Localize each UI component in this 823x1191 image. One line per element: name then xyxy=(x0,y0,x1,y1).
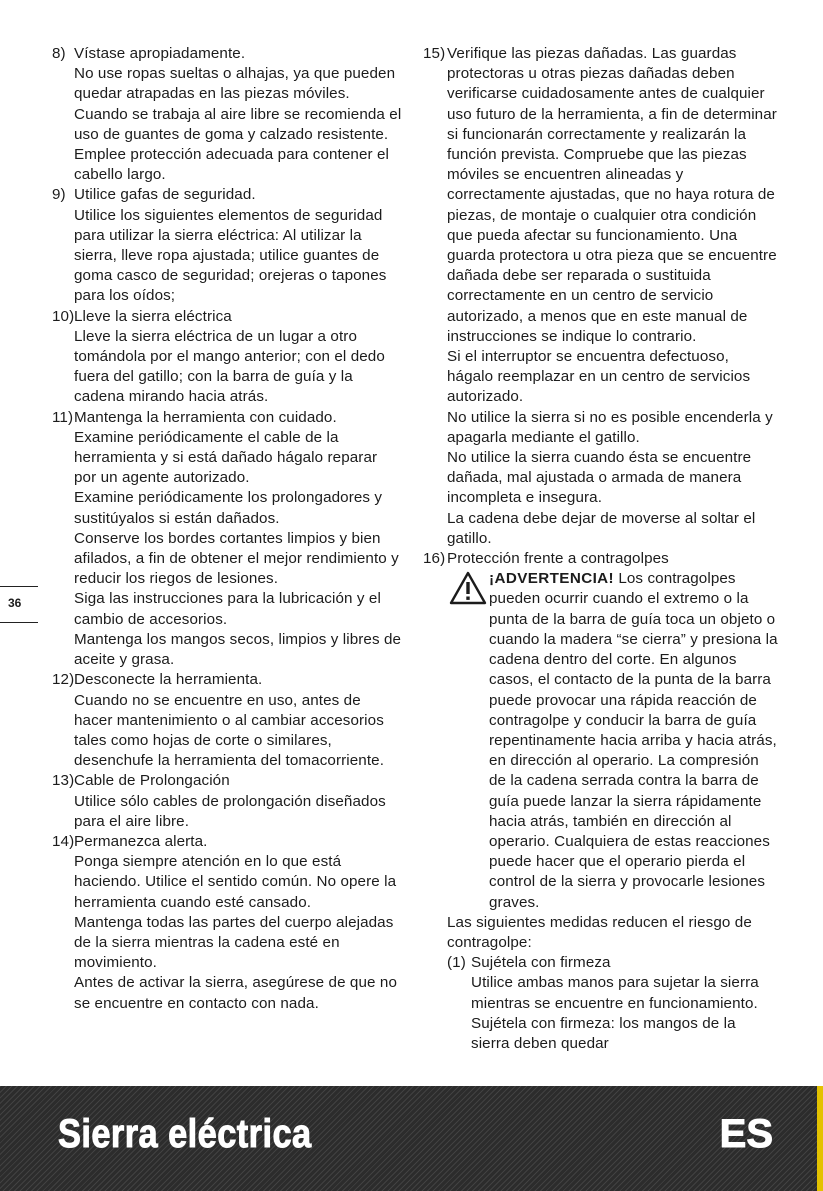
item-number: 11) xyxy=(52,408,74,426)
item-heading: Mantenga la herramienta con cuidado. xyxy=(74,408,337,426)
warning-triangle-icon xyxy=(449,571,487,605)
item-number: 14) xyxy=(52,832,75,850)
warning-first-line xyxy=(447,569,778,589)
edge-accent-bar xyxy=(817,1086,823,1191)
item-heading: Desconecte la herramienta. xyxy=(74,671,263,689)
item-number: 16) xyxy=(423,550,446,568)
list-item-8 xyxy=(52,44,402,185)
item-paragraph: Utilice sólo cables de prolongación diseñados para el aire libre. xyxy=(74,792,386,830)
list-item-12 xyxy=(52,670,402,771)
left-column xyxy=(52,44,402,1014)
item-heading: Cable de Prolongación xyxy=(74,772,230,790)
item-heading: Protección frente a contragolpes xyxy=(447,550,669,568)
item-paragraph: No utilice la sierra si no es posible encenderla y apagarla mediante el gatillo. xyxy=(447,408,773,446)
list-item-11 xyxy=(52,408,402,671)
list-item-15 xyxy=(423,44,778,549)
item-paragraph: Siga las instrucciones para la lubricación y el cambio de accesorios. xyxy=(74,590,381,628)
kickback-warning xyxy=(423,569,778,1054)
item-paragraph: Verifique las piezas dañadas. Las guardas protectoras u otras piezas dañadas deben verificarse cuidadosamente antes de cualquier uso futuro de la herramienta, a fin de determinar si funcionarán correctamente y realizarán la función prevista. Compruebe que las piezas móviles se encuentren alineadas y correctamente ajustadas, que no haya rotura de piezas, de montaje o cualquier otra condición que pueda afectar su funcionamiento. Una guarda protectora u otra pieza que se encuentre dañada debe ser reparada o sustituida correctamente en un centro de servicio autorizado, a menos que en este manual de instrucciones se indique lo contrario. xyxy=(447,45,777,345)
item-paragraph: Examine periódicamente los prolongadores y sustitúyalos si están dañados. xyxy=(74,489,383,527)
sub-item-1 xyxy=(447,953,778,1054)
sub-item-number: (1) xyxy=(447,954,466,972)
list-item-14 xyxy=(52,832,402,1014)
list-item-9 xyxy=(52,185,402,306)
item-paragraph: La cadena debe dejar de moverse al soltar el gatillo. xyxy=(447,509,756,547)
page-number: 36 xyxy=(8,596,22,610)
item-paragraph: Si el interruptor se encuentra defectuoso, hágalo reemplazar en un centro de servicios autorizado. xyxy=(447,348,751,406)
warning-text-wrap xyxy=(447,589,778,912)
footer-title: Sierra eléctrica xyxy=(58,1112,312,1156)
sub-item-heading: Sujétela con firmeza xyxy=(471,954,611,972)
sub-item-text: Utilice ambas manos para sujetar la sierra mientras se encuentre en funcionamiento. Sujétela con firmeza: los mangos de la sierra deben quedar xyxy=(471,974,759,1052)
item-paragraph: Ponga siempre atención en lo que está haciendo. Utilice el sentido común. No opere la herramienta cuando esté cansado. xyxy=(74,853,397,911)
footer-banner xyxy=(0,1086,823,1191)
item-number: 13) xyxy=(52,772,75,790)
divider xyxy=(0,622,38,623)
item-paragraph: Utilice los siguientes elementos de seguridad para utilizar la sierra eléctrica: Al utilizar la sierra, lleve ropa ajustada; utilice guantes de goma casco de seguridad; orejeras o tapones para los oídos; xyxy=(74,206,387,305)
warning-text: pueden ocurrir cuando el extremo o la punta de la barra de guía toca un objeto o cuando la madera “se cierra” y presiona la cadena dentro del corte. En algunos casos, el contacto de la punta de la barra puede provocar una rápida reacción de contragolpe y conducir la barra de guía repentinamente hacia arriba y hacia atrás, en dirección al operario. La compresión de la cadena serrada contra la barra de guía puede lanzar la sierra rápidamente hacia atrás, también en dirección al operario. Cualquiera de estas reacciones puede hacer que el operario pierda el control de la sierra y provocarle lesiones graves. xyxy=(489,590,778,911)
item-paragraph: Lleve la sierra eléctrica de un lugar a otro tomándola por el mango anterior; con el dedo fuera del gatillo; con la barra de guía y la cadena mirando hacia atrás. xyxy=(74,327,385,406)
item-paragraph: No utilice la sierra cuando ésta se encuentre dañada, mal ajustada o armada de manera incompleta e insegura. xyxy=(447,449,752,507)
list-item-13 xyxy=(52,771,402,832)
warning-text-start: Los contragolpes xyxy=(618,570,736,588)
item-number: 15) xyxy=(423,45,446,62)
warning-label: ¡ADVERTENCIA! xyxy=(489,570,615,588)
footer-language-code: ES xyxy=(719,1112,773,1156)
right-column xyxy=(423,44,778,1054)
item-paragraph: Mantenga todas las partes del cuerpo alejadas de la sierra mientras la cadena esté en movimiento. xyxy=(74,913,394,972)
item-heading: Lleve la sierra eléctrica xyxy=(74,307,232,325)
item-paragraph: Antes de activar la sierra, asegúrese de que no se encuentre en contacto con nada. xyxy=(74,974,397,1012)
item-paragraph: Conserve los bordes cortantes limpios y bien afilados, a fin de obtener el mejor rendimiento y reducir los riegos de lesiones. xyxy=(74,529,399,588)
item-paragraph: Mantenga los mangos secos, limpios y libres de aceite y grasa. xyxy=(74,630,402,669)
item-number: 10) xyxy=(52,307,75,325)
item-heading: Utilice gafas de seguridad. xyxy=(74,186,256,204)
item-heading: Permanezca alerta. xyxy=(74,832,208,850)
item-number: 9) xyxy=(52,186,66,204)
list-item-10 xyxy=(52,307,402,408)
item-paragraph: No use ropas sueltas o alhajas, ya que pueden quedar atrapadas en las piezas móviles. Cuando se trabaja al aire libre se recomienda el uso de guantes de goma y calzado resistente. Emplee protección adecuada para contener el cabello largo. xyxy=(74,65,402,184)
divider xyxy=(0,586,38,587)
item-paragraph: Cuando no se encuentre en uso, antes de hacer mantenimiento o al cambiar accesorios tales como hojas de corte o similares, desenchufe la herramienta del tomacorriente. xyxy=(74,691,385,770)
measures-intro: Las siguientes medidas reducen el riesgo de contragolpe: xyxy=(447,913,752,951)
list-item-16 xyxy=(423,549,778,569)
item-number: 8) xyxy=(52,45,66,62)
item-heading: Vístase apropiadamente. xyxy=(74,45,246,62)
page-number-marker xyxy=(0,586,38,623)
item-number: 12) xyxy=(52,671,75,689)
item-paragraph: Examine periódicamente el cable de la herramienta y si está dañado hágalo reparar por un agente autorizado. xyxy=(74,428,378,487)
